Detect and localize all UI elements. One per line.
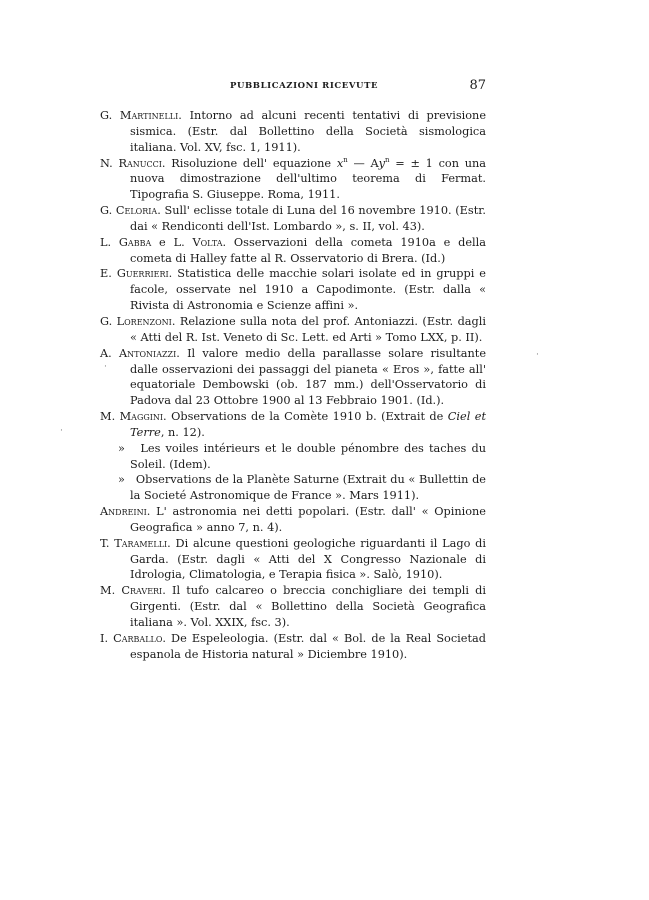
entry-author: T. Taramelli. bbox=[100, 536, 171, 550]
entry-text: Les voiles intérieurs et le double pénombre des taches du Soleil. (Idem). bbox=[130, 441, 486, 471]
entry-text: Relazione sulla nota del prof. Antoniazzi. (Estr. dagli « Atti del R. Ist. Veneto di Sc. Lett. ed Arti » Tomo LXX, p. II). bbox=[130, 314, 486, 344]
entry-text: Osservazioni della cometa 1910a e della cometa di Halley fatte al R. Osservatorio di Brera. (Id.) bbox=[130, 235, 486, 265]
entry-author: G. Celoria. bbox=[100, 204, 161, 218]
publication-entry bbox=[100, 536, 486, 584]
publication-entry bbox=[100, 156, 486, 204]
entry-text: Statistica delle macchie solari isolate ed in gruppi e facole, osservate nel 1910 a Capodimonte. (Estr. dalla « Rivista di Astronomia e Scienze affini ». bbox=[130, 267, 486, 313]
entry-text: De Espeleologia. (Estr. dal « Bol. de la Real Societad espanola de Historia natural » Diciembre 1910). bbox=[130, 631, 486, 661]
page-header bbox=[100, 78, 486, 98]
running-head: PUBBLICAZIONI RICEVUTE bbox=[230, 81, 379, 91]
entry-text: Il valore medio della parallasse solare risultante dalle osservazioni dei passaggi del pianeta « Eros », fatte all' equatoriale Dembowski (ob. 187 mm.) dell'Osservatorio di Padova dal 23 Ottobre 1900 al 13 Febbraio 1901. (Id.). bbox=[130, 346, 487, 408]
entry-conjunction: e bbox=[151, 235, 174, 249]
entry-text: Il tufo calcareo o breccia conchigliare dei templi di Girgenti. (Estr. dal « Bollettino della Società Geografica italiana ». Vol. XXIX, fsc. 3). bbox=[130, 584, 486, 629]
entry-text: L' astronomia nei detti popolari. (Estr. dall' « Opinione Geografica » anno 7, n. 4). bbox=[130, 505, 486, 534]
equation-x: x bbox=[336, 156, 344, 170]
publication-entry bbox=[100, 108, 486, 156]
entry-text: Sull' eclisse totale di Luna del 16 novembre 1910. (Estr. dai « Rendiconti dell'Ist. Lombardo », s. II, vol. 43). bbox=[130, 204, 487, 233]
entry-author: N. Ranucci. bbox=[100, 156, 166, 170]
publication-entry bbox=[100, 235, 486, 267]
equation-exponent: n bbox=[385, 155, 390, 164]
entry-author: G. Martinelli. bbox=[100, 109, 182, 122]
entry-author: E. Guerrieri. bbox=[100, 267, 173, 281]
publication-entry bbox=[100, 314, 486, 346]
entry-author: I. Carballo. bbox=[100, 631, 166, 645]
publication-entry bbox=[100, 504, 486, 536]
publication-subentry bbox=[100, 441, 486, 473]
dot-mark: · bbox=[104, 362, 107, 372]
publication-entry bbox=[100, 631, 486, 663]
page-number: 87 bbox=[469, 78, 486, 93]
entry-text: Intorno ad alcuni recenti tentativi di previsione sismica. (Estr. dal Bollettino della Società sismologica italiana. Vol. XV, fsc. 1, 1911). bbox=[130, 109, 487, 154]
ditto-marker: » bbox=[118, 441, 125, 455]
dot-mark: · bbox=[536, 350, 539, 360]
equation-mid: — A bbox=[347, 156, 379, 170]
entry-author: G. Lorenzoni. bbox=[100, 314, 176, 328]
entry-author: A. Antoniazzi. bbox=[100, 346, 180, 360]
entry-author: Andreini. bbox=[100, 505, 151, 519]
publication-subentry bbox=[100, 472, 486, 504]
ditto-marker: » bbox=[118, 473, 125, 487]
entry-text: , n. 12). bbox=[160, 425, 205, 439]
dot-mark: · bbox=[60, 426, 63, 436]
publication-entry bbox=[100, 266, 486, 314]
entry-journal: Ciel et Terre bbox=[130, 410, 486, 439]
entry-author: L. Volta. bbox=[173, 235, 227, 249]
equation-end: = ± 1 bbox=[389, 156, 433, 170]
publication-entry bbox=[100, 346, 486, 409]
entry-text: Observations de la Comète 1910 b. (Extrait de bbox=[166, 410, 448, 424]
publication-entry bbox=[100, 409, 486, 441]
equation-y: y bbox=[378, 156, 386, 170]
entry-text: Risoluzione dell' equazione bbox=[165, 156, 337, 170]
entry-text: Di alcune questioni geologiche riguardanti il Lago di Garda. (Estr. dagli « Atti del X Congresso Nazionale di Idrologia, Climatologia, e Terapia fisica ». Salò, 1910). bbox=[130, 536, 486, 582]
publication-entry bbox=[100, 583, 486, 631]
entry-author: M. Craveri. bbox=[100, 584, 166, 598]
publication-entry bbox=[100, 203, 486, 235]
equation-exponent: n bbox=[343, 155, 348, 164]
entry-text: Observations de la Planète Saturne (Extrait du « Bullettin de la Societé Astronomique de France ». Mars 1911). bbox=[130, 473, 486, 503]
entry-text: con una nuova dimostrazione dell'ultimo teorema di Fermat. Tipografia S. Giuseppe. Roma, 1911. bbox=[130, 156, 486, 202]
entry-author: M. Maggini. bbox=[100, 410, 167, 424]
publications-list bbox=[100, 108, 486, 663]
entry-author: L. Gabba bbox=[100, 235, 152, 249]
